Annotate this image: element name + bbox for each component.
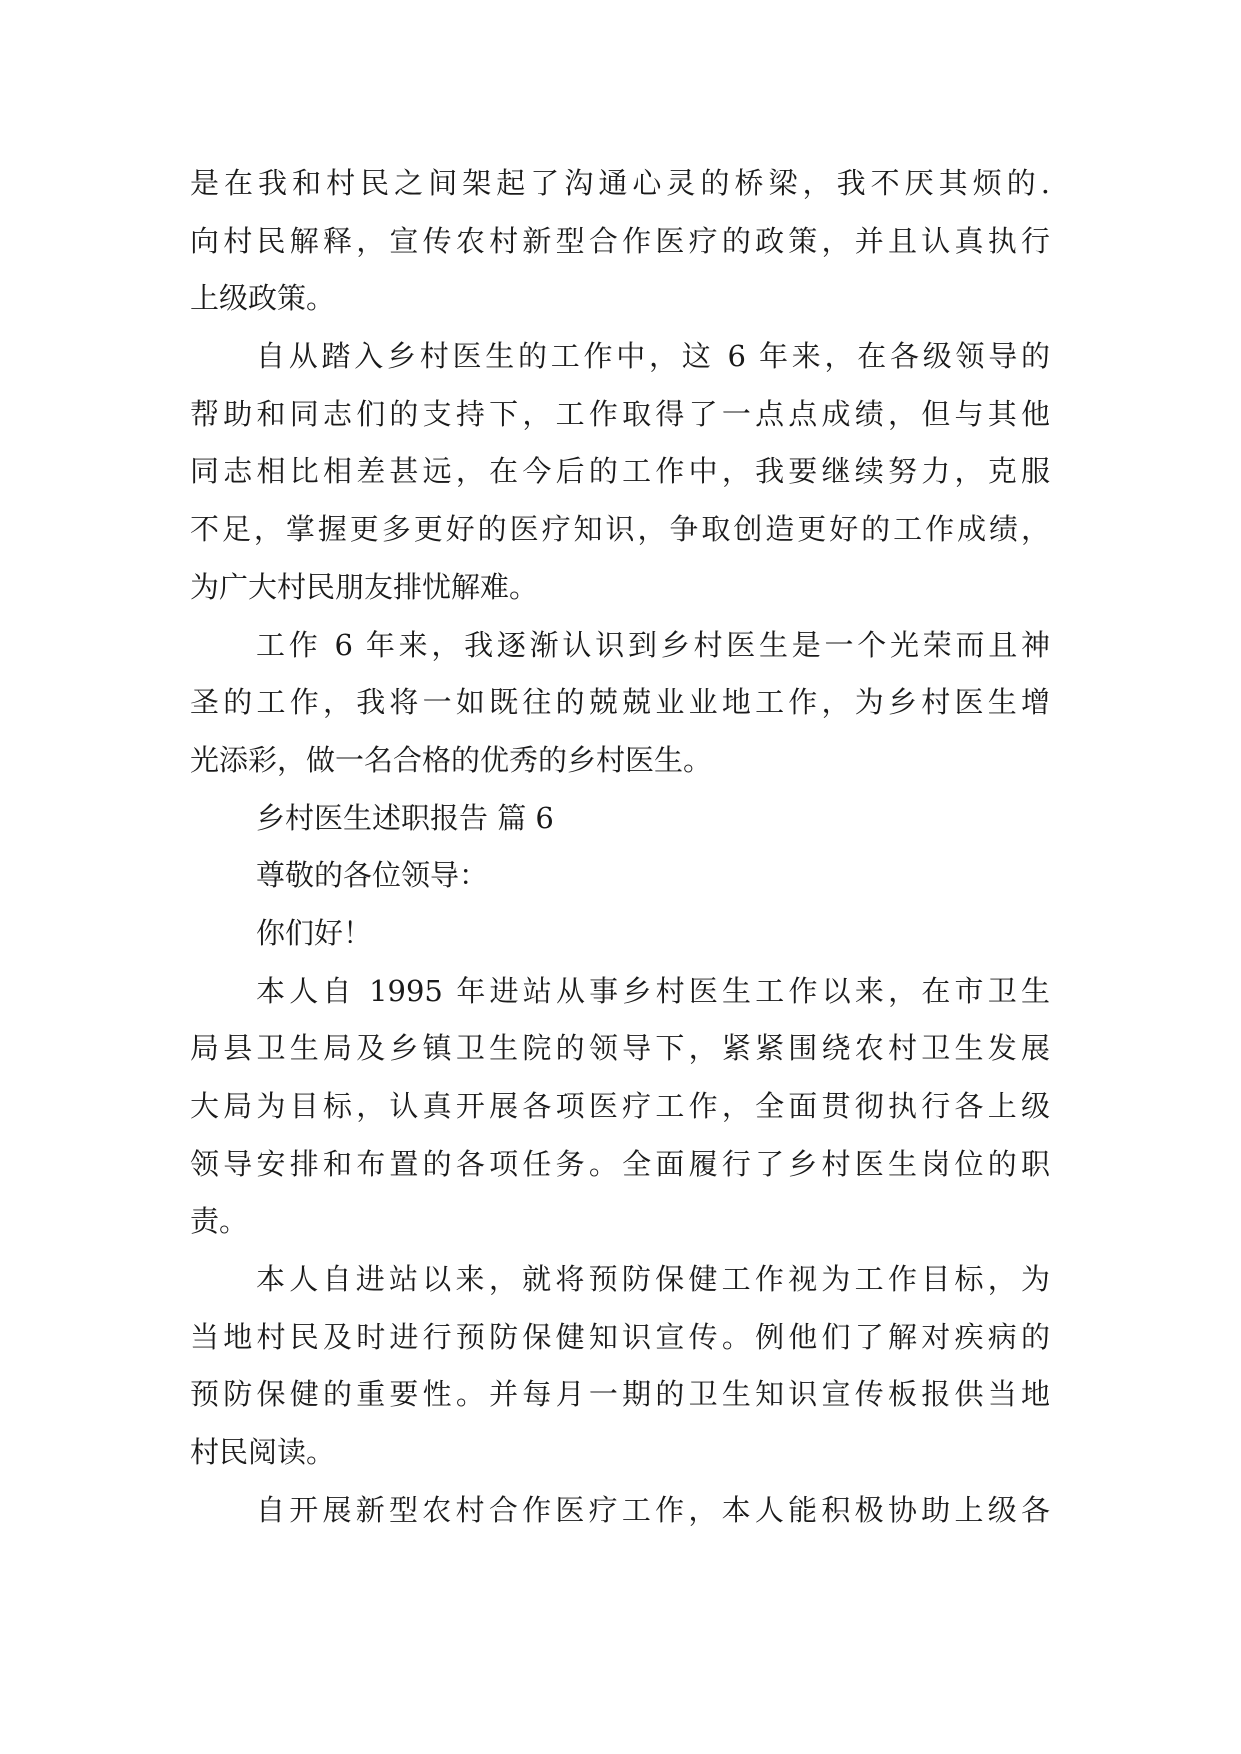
text-line: 乡村医生述职报告 篇 6 [256, 800, 554, 835]
text-line: 同志相比相差甚远，在今后的工作中，我要继续努力，克服 [190, 454, 1050, 489]
text-line: 自开展新型农村合作医疗工作，本人能积极协助上级各 [256, 1492, 1050, 1527]
text-line: 责。 [190, 1204, 249, 1239]
text-line: 光添彩，做一名合格的优秀的乡村医生。 [190, 742, 713, 777]
document-body [190, 155, 1050, 1540]
text-line: 大局为目标，认真开展各项医疗工作，全面贯彻执行各上级 [190, 1089, 1050, 1123]
text-line: 领导安排和布置的各项任务。全面履行了乡村医生岗位的职 [190, 1146, 1050, 1181]
text-line: 尊敬的各位领导： [256, 858, 489, 893]
text-line: 村民阅读。 [190, 1435, 336, 1470]
paragraph [190, 1482, 1050, 1540]
text-line: 是在我和村民之间架起了沟通心灵的桥梁，我不厌其烦的. [190, 166, 1050, 200]
paragraph [190, 155, 1050, 328]
paragraph [190, 790, 1050, 848]
text-line: 当地村民及时进行预防保健知识宣传。例他们了解对疾病的 [190, 1319, 1050, 1354]
paragraph [190, 328, 1050, 616]
text-line: 本人自 1995 年进站从事乡村医生工作以来，在市卫生 [256, 973, 1050, 1008]
text-line: 为广大村民朋友排忧解难。 [190, 569, 539, 604]
paragraph [190, 905, 1050, 963]
text-line: 上级政策。 [190, 281, 336, 316]
text-line: 你们好！ [256, 915, 373, 950]
text-line: 预防保健的重要性。并每月一期的卫生知识宣传板报供当地 [190, 1377, 1050, 1412]
text-line: 圣的工作，我将一如既往的兢兢业业地工作，为乡村医生增 [190, 685, 1050, 720]
text-line: 向村民解释，宣传农村新型合作医疗的政策，并且认真执行 [190, 223, 1050, 258]
paragraph [190, 847, 1050, 905]
text-line: 局县卫生局及乡镇卫生院的领导下，紧紧围绕农村卫生发展 [190, 1031, 1050, 1066]
paragraph [190, 1251, 1050, 1482]
text-line: 自从踏入乡村医生的工作中，这 6 年来，在各级领导的 [256, 339, 1050, 374]
text-line: 本人自进站以来，就将预防保健工作视为工作目标，为 [256, 1262, 1050, 1297]
text-line: 工作 6 年来，我逐渐认识到乡村医生是一个光荣而且神 [256, 627, 1050, 662]
text-line: 帮助和同志们的支持下，工作取得了一点点成绩，但与其他 [190, 396, 1050, 431]
paragraph [190, 963, 1050, 1251]
text-line: 不足，掌握更多更好的医疗知识，争取创造更好的工作成绩， [190, 512, 1050, 547]
paragraph [190, 617, 1050, 790]
